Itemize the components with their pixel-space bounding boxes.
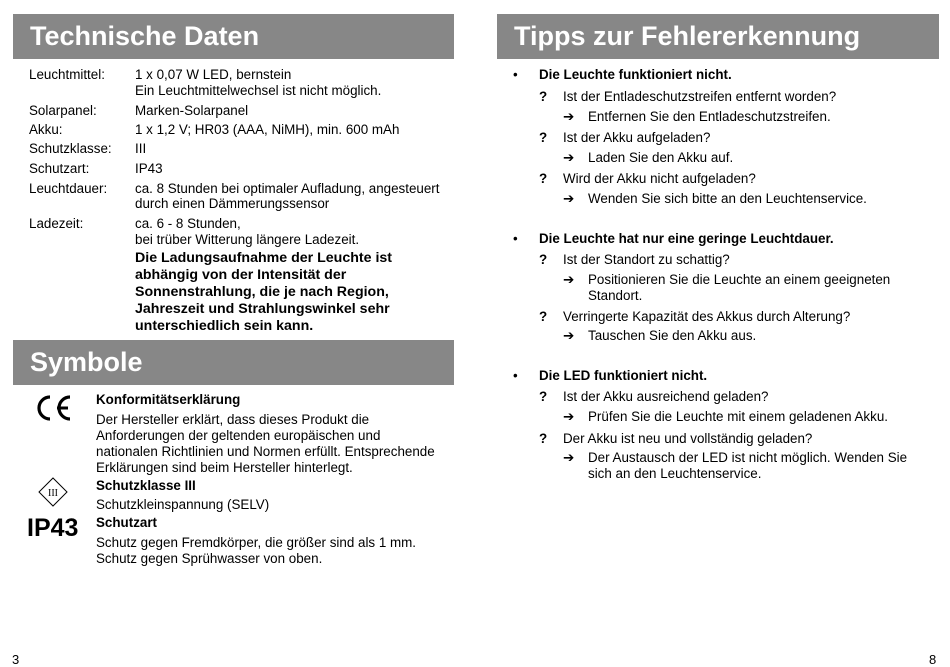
symbol-text: Schutzkleinspannung (SELV) bbox=[96, 497, 270, 512]
question-icon: ? bbox=[539, 171, 548, 186]
arrow-icon: ➔ bbox=[563, 109, 575, 124]
bullet-icon: • bbox=[513, 67, 518, 82]
answer-text: Der Austausch der LED ist nicht möglich. Wenden Sie bbox=[588, 450, 908, 465]
spec-value-continued: Ein Leuchtmittelwechsel ist nicht möglich. bbox=[135, 83, 382, 98]
spec-value: IP43 bbox=[135, 161, 163, 176]
banner-technische-daten bbox=[13, 14, 454, 59]
spec-value: 1 x 1,2 V; HR03 (AAA, NiMH), min. 600 mAh bbox=[135, 122, 400, 137]
ip43-icon: IP43 bbox=[27, 514, 79, 542]
symbol-title: Schutzklasse III bbox=[96, 478, 196, 493]
symbol-text: Schutz gegen Fremdkörper, die größer sind als 1 mm. bbox=[96, 535, 417, 550]
symbol-title: Konformitätserklärung bbox=[96, 392, 241, 407]
spec-value: Marken-Solarpanel bbox=[135, 103, 249, 118]
question-icon: ? bbox=[539, 89, 548, 104]
page-number-left: 3 bbox=[12, 652, 20, 667]
question-icon: ? bbox=[539, 431, 548, 446]
question-text: Ist der Akku aufgeladen? bbox=[563, 130, 711, 145]
question-text: Ist der Akku ausreichend geladen? bbox=[563, 389, 769, 404]
answer-text: Wenden Sie sich bitte an den Leuchtenservice. bbox=[588, 191, 867, 206]
arrow-icon: ➔ bbox=[563, 450, 575, 465]
symbol-text: nationalen Richtlinien und Normen erfüllt. Entsprechende bbox=[96, 444, 435, 459]
section-title: Tipps zur Fehlererkennung bbox=[514, 21, 861, 51]
problem-title: Die LED funktioniert nicht. bbox=[539, 368, 708, 383]
spec-value-continued: durch einen Dämmerungssensor bbox=[135, 196, 330, 211]
answer-text: Tauschen Sie den Akku aus. bbox=[588, 328, 757, 343]
question-icon: ? bbox=[539, 252, 548, 267]
spec-label: Leuchtmittel: bbox=[29, 67, 105, 82]
symbol-title: Schutzart bbox=[96, 515, 158, 530]
spec-value-continued: bei trüber Witterung längere Ladezeit. bbox=[135, 232, 360, 247]
question-icon: ? bbox=[539, 130, 548, 145]
answer-text-continued: sich an den Leuchtenservice. bbox=[588, 466, 762, 481]
spec-label: Leuchtdauer: bbox=[29, 181, 108, 196]
section-title: Symbole bbox=[30, 347, 143, 377]
symbol-text: Der Hersteller erklärt, dass dieses Produkt die bbox=[96, 412, 370, 427]
spec-label: Ladezeit: bbox=[29, 216, 84, 231]
banner-symbole bbox=[13, 340, 454, 385]
question-icon: ? bbox=[539, 309, 548, 324]
bullet-icon: • bbox=[513, 368, 518, 383]
symbol-text: Erklärungen sind beim Hersteller hinterlegt. bbox=[96, 460, 353, 475]
spec-value: 1 x 0,07 W LED, bernstein bbox=[135, 67, 292, 82]
symbol-text: Anforderungen der geltenden europäischen und bbox=[96, 428, 381, 443]
banner-tipps bbox=[497, 14, 939, 59]
problem-title: Die Leuchte funktioniert nicht. bbox=[539, 67, 732, 82]
spec-label: Schutzart: bbox=[29, 161, 90, 176]
spec-label: Schutzklasse: bbox=[29, 141, 112, 156]
answer-text: Prüfen Sie die Leuchte mit einem geladenen Akku. bbox=[588, 409, 888, 424]
arrow-icon: ➔ bbox=[563, 191, 575, 206]
bullet-icon: • bbox=[513, 231, 518, 246]
charging-note: Die Ladungsaufnahme der Leuchte ist abhängig von der Intensität der Sonnenstrahlung, die je nach Region, Jahreszeit und Strahlungswinkel sehr unterschiedlich sein kann. bbox=[135, 250, 392, 334]
spec-label: Akku: bbox=[29, 122, 63, 137]
spec-label: Solarpanel: bbox=[29, 103, 97, 118]
question-text: Ist der Entladeschutzstreifen entfernt worden? bbox=[563, 89, 837, 104]
ce-mark-icon bbox=[33, 394, 73, 422]
arrow-icon: ➔ bbox=[563, 150, 575, 165]
question-icon: ? bbox=[539, 389, 548, 404]
arrow-icon: ➔ bbox=[563, 409, 575, 424]
answer-text: Laden Sie den Akku auf. bbox=[588, 150, 734, 165]
spec-value: III bbox=[135, 141, 147, 156]
problem-title: Die Leuchte hat nur eine geringe Leuchtdauer. bbox=[539, 231, 834, 246]
answer-text: Positionieren Sie die Leuchte an einem geeigneten bbox=[588, 272, 891, 287]
arrow-icon: ➔ bbox=[563, 328, 575, 343]
answer-text: Entfernen Sie den Entladeschutzstreifen. bbox=[588, 109, 831, 124]
question-text: Ist der Standort zu schattig? bbox=[563, 252, 730, 267]
arrow-icon: ➔ bbox=[563, 272, 575, 287]
question-text: Der Akku ist neu und vollständig geladen? bbox=[563, 431, 813, 446]
section-title: Technische Daten bbox=[30, 21, 260, 51]
page-number-right: 8 bbox=[929, 652, 937, 667]
protection-class-iii-label: III bbox=[48, 488, 58, 499]
spec-value: ca. 8 Stunden bei optimaler Aufladung, angesteuert bbox=[135, 181, 440, 196]
question-text: Verringerte Kapazität des Akkus durch Alterung? bbox=[563, 309, 851, 324]
question-text: Wird der Akku nicht aufgeladen? bbox=[563, 171, 756, 186]
spec-value: ca. 6 - 8 Stunden, bbox=[135, 216, 241, 231]
protection-class-iii-icon bbox=[38, 477, 68, 507]
symbol-text: Schutz gegen Sprühwasser von oben. bbox=[96, 551, 323, 566]
answer-text-continued: Standort. bbox=[588, 288, 643, 303]
